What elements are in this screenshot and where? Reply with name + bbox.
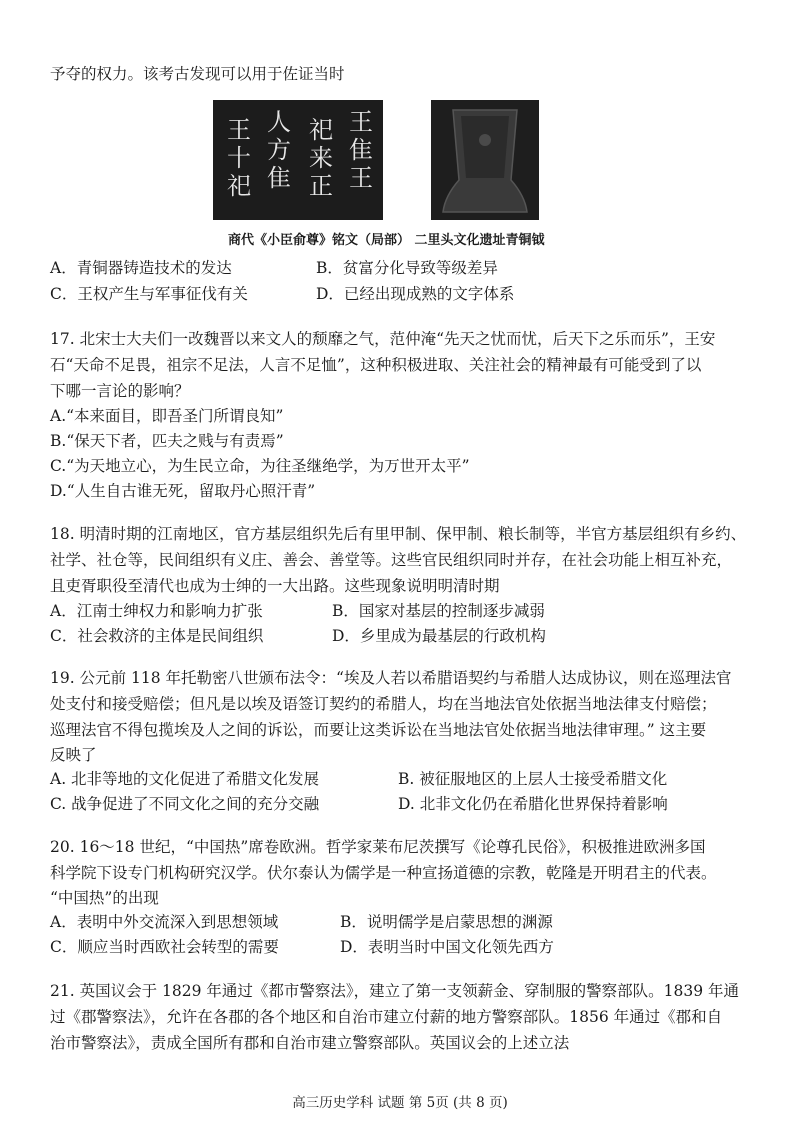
q17-option-d: D.“人生自古谁无死，留取丹心照汗青” [50, 482, 316, 500]
bronze-axe-image [431, 100, 539, 220]
q19-option-a: A. 北非等地的文化促进了希腊文化发展 [50, 770, 320, 788]
q19-stem-line-3: 巡理法官不得包揽埃及人之间的诉讼，而要让这类诉讼在当地法官处依据当地法律审理。” 这主要 [50, 721, 707, 739]
q19-option-d: D. 北非文化仍在希腊化世界保持着影响 [398, 795, 668, 813]
inscription-glyph: 隹 [267, 164, 291, 192]
q18-option-d: D．乡里成为最基层的行政机构 [332, 627, 546, 645]
inscription-glyph: 王 [349, 164, 373, 192]
q18-stem-line-2: 社学、社仓等，民间组织有义庄、善会、善堂等。这些官民组织同时并存，在社会功能上相互补充， [50, 551, 733, 569]
q21-stem-line-3: 治市警察法》，责成全国所有郡和自治市建立警察部队。英国议会的上述立法 [50, 1034, 570, 1052]
q18-option-b: B．国家对基层的控制逐步减弱 [332, 602, 545, 620]
inscription-glyph: 人 [267, 108, 291, 136]
q18-option-c: C．社会救济的主体是民间组织 [50, 627, 264, 645]
q17-stem-line-1: 17. 北宋士大夫们一改魏晋以来文人的颓靡之气，范仲淹“先天之忧而忧，后天下之乐而乐”，王安 [50, 330, 716, 348]
q16-option-a: A．青铜器铸造技术的发达 [50, 259, 232, 277]
q19-stem-line-1: 19. 公元前 118 年托勒密八世颁布法令：“埃及人若以希腊语契约与希腊人达成协议，则在巡理法官 [50, 669, 732, 687]
inscription-glyph: 王 [227, 116, 251, 144]
inscription-rubbing-image [213, 100, 383, 220]
inscription-glyph: 隹 [349, 136, 373, 164]
q17-stem-line-2: 石“天命不足畏，祖宗不足法，人言不足恤”，这种积极进取、关注社会的精神最有可能受到了以 [50, 356, 702, 374]
q20-option-a: A．表明中外交流深入到思想领域 [50, 913, 279, 931]
figure-caption: 商代《小臣俞尊》铭文（局部） 二里头文化遗址青铜钺 [228, 233, 545, 248]
q20-stem-line-1: 20. 16～18 世纪，“中国热”席卷欧洲。哲学家莱布尼茨撰写《论尊孔民俗》，积极推进欧洲多国 [50, 838, 706, 856]
intro-line: 予夺的权力。该考古发现可以用于佐证当时 [50, 65, 345, 83]
inscription-glyph: 来 [309, 144, 333, 172]
q18-stem-line-1: 18. 明清时期的江南地区，官方基层组织先后有里甲制、保甲制、粮长制等，半官方基层组织有乡约、 [50, 525, 747, 543]
inscription-glyph: 祀 [227, 172, 251, 200]
q20-option-d: D．表明当时中国文化领先西方 [340, 938, 554, 956]
q17-option-c: C.“为天地立心，为生民立命，为往圣继绝学，为万世开太平” [50, 457, 470, 475]
q16-option-c: C．王权产生与军事征伐有关 [50, 285, 248, 303]
q16-option-d: D．已经出现成熟的文字体系 [316, 285, 515, 303]
q17-option-a: A.“本来面目，即吾圣门所谓良知” [50, 407, 284, 425]
inscription-glyph: 祀 [309, 116, 333, 144]
q18-stem-line-3: 且吏胥职役至清代也成为士绅的一大出路。这些现象说明明清时期 [50, 577, 500, 595]
q21-stem-line-1: 21. 英国议会于 1829 年通过《都市警察法》，建立了第一支领薪金、穿制服的警察部队。1839 年通 [50, 982, 740, 1000]
inscription-glyph: 王 [349, 108, 373, 136]
q20-option-b: B．说明儒学是启蒙思想的渊源 [340, 913, 553, 931]
q20-stem-line-3: “中国热”的出现 [50, 889, 159, 907]
q19-stem-line-4: 反映了 [50, 746, 97, 764]
q17-option-b: B.“保天下者，匹夫之贱与有责焉” [50, 432, 284, 450]
q19-option-b: B. 被征服地区的上层人士接受希腊文化 [398, 770, 668, 788]
inscription-glyph: 方 [267, 136, 291, 164]
q20-stem-line-2: 科学院下设专门机构研究汉学。伏尔泰认为儒学是一种宣扬道德的宗教，乾隆是开明君主的代表。 [50, 864, 717, 882]
bronze-axe-shape [431, 100, 539, 220]
q20-option-c: C．顺应当时西欧社会转型的需要 [50, 938, 279, 956]
figure-row [213, 100, 573, 220]
q18-option-a: A．江南士绅权力和影响力扩张 [50, 602, 263, 620]
q16-option-b: B．贫富分化导致等级差异 [316, 259, 498, 277]
q17-stem-line-3: 下哪一言论的影响？ [50, 382, 190, 400]
inscription-glyph: 十 [227, 144, 251, 172]
inscription-glyphs [213, 100, 383, 220]
q19-stem-line-2: 处支付和接受赔偿；但凡是以埃及语签订契约的希腊人，均在当地法官处依据当地法律支付赔偿； [50, 695, 717, 713]
q21-stem-line-2: 过《郡警察法》，允许在各郡的各个地区和自治市建立付薪的地方警察部队。1856 年通过《郡和自 [50, 1008, 723, 1026]
q19-option-c: C. 战争促进了不同文化之间的充分交融 [50, 795, 320, 813]
inscription-glyph: 正 [309, 172, 333, 200]
page-footer: 高三历史学科 试题 第 5页 (共 8 页) [292, 1095, 508, 1111]
